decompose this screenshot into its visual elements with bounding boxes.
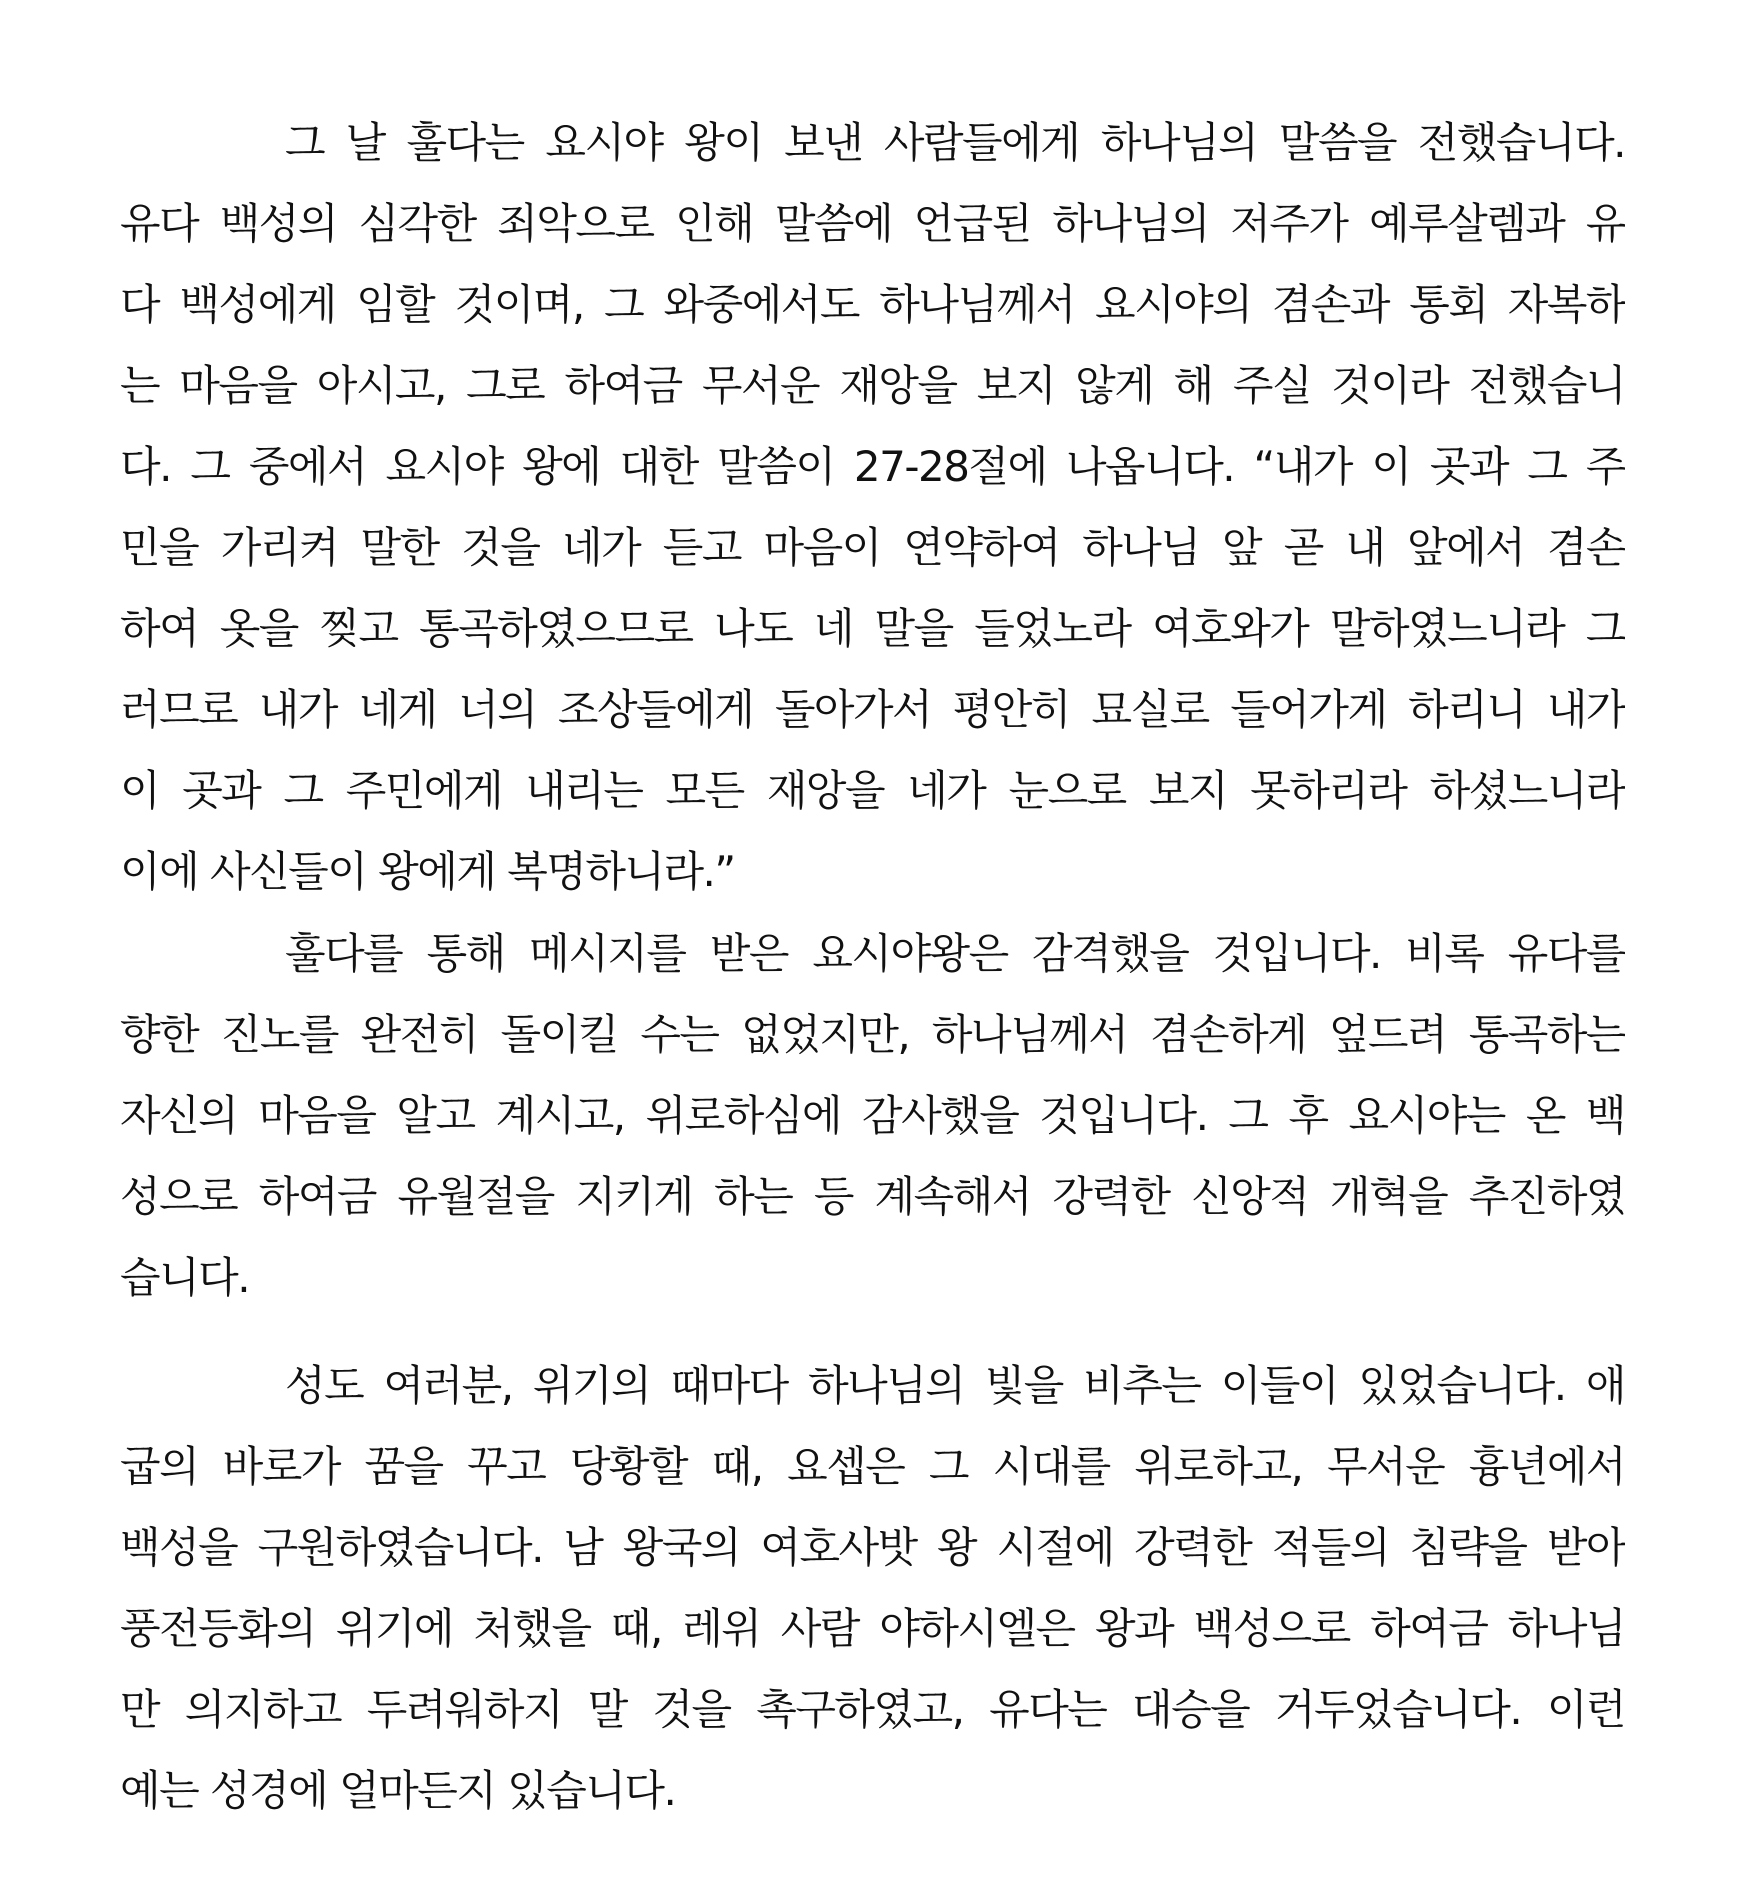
text-line: 다. 그 중에서 요시야 왕에 대한 말씀이 27-28절에 나옵니다. “내가 이 곳과 그 주	[120, 442, 1625, 491]
text-line: 습니다.	[120, 1253, 250, 1302]
text-line: 이에 사신들이 왕에게 복명하니라.”	[120, 847, 735, 896]
text-line: 만 의지하고 두려워하지 말 것을 촉구하였고, 유다는 대승을 거두었습니다. 이런	[120, 1685, 1625, 1734]
text-line: 예는 성경에 얼마든지 있습니다.	[120, 1766, 676, 1815]
text-line: 성도 여러분, 위기의 때마다 하나님의 빛을 비추는 이들이 있었습니다. 애	[285, 1361, 1625, 1410]
text-line: 다 백성에게 임할 것이며, 그 와중에서도 하나님께서 요시야의 겸손과 통회 자복하	[120, 280, 1625, 329]
text-line: 이 곳과 그 주민에게 내리는 모든 재앙을 네가 눈으로 보지 못하리라 하셨느니라	[120, 766, 1625, 815]
text-line: 백성을 구원하였습니다. 남 왕국의 여호사밧 왕 시절에 강력한 적들의 침략을 받아	[120, 1523, 1625, 1572]
text-line: 하여 옷을 찢고 통곡하였으므로 나도 네 말을 들었노라 여호와가 말하였느니라 그	[120, 604, 1625, 653]
text-line: 는 마음을 아시고, 그로 하여금 무서운 재앙을 보지 않게 해 주실 것이라 전했습니	[120, 361, 1625, 410]
text-line: 성으로 하여금 유월절을 지키게 하는 등 계속해서 강력한 신앙적 개혁을 추진하였	[120, 1172, 1625, 1221]
text-line: 유다 백성의 심각한 죄악으로 인해 말씀에 언급된 하나님의 저주가 예루살렘과 유	[120, 199, 1625, 248]
text-line: 그 날 훌다는 요시야 왕이 보낸 사람들에게 하나님의 말씀을 전했습니다.	[285, 118, 1625, 167]
text-line: 훌다를 통해 메시지를 받은 요시야왕은 감격했을 것입니다. 비록 유다를	[285, 929, 1625, 978]
text-line: 향한 진노를 완전히 돌이킬 수는 없었지만, 하나님께서 겸손하게 엎드려 통곡하는	[120, 1010, 1625, 1059]
text-line: 자신의 마음을 알고 계시고, 위로하심에 감사했을 것입니다. 그 후 요시야는 온 백	[120, 1091, 1625, 1140]
paragraph-3	[120, 1345, 1625, 1831]
paragraph-2	[120, 913, 1625, 1318]
text-line: 풍전등화의 위기에 처했을 때, 레위 사람 야하시엘은 왕과 백성으로 하여금 하나님	[120, 1604, 1625, 1653]
text-line: 러므로 내가 네게 너의 조상들에게 돌아가서 평안히 묘실로 들어가게 하리니 내가	[120, 685, 1625, 734]
paragraph-1	[120, 102, 1625, 912]
text-line: 민을 가리켜 말한 것을 네가 듣고 마음이 연약하여 하나님 앞 곧 내 앞에서 겸손	[120, 523, 1625, 572]
text-line: 굽의 바로가 꿈을 꾸고 당황할 때, 요셉은 그 시대를 위로하고, 무서운 흉년에서	[120, 1442, 1625, 1491]
